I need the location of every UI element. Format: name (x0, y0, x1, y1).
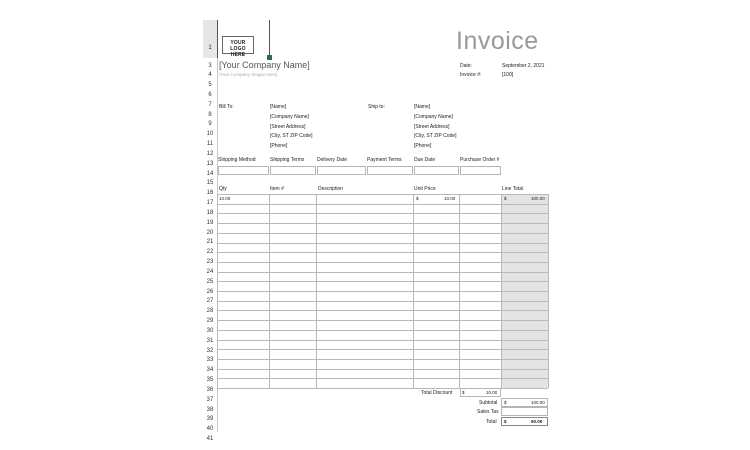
table-row-line (217, 233, 548, 234)
shipping-input[interactable] (317, 166, 366, 175)
invoice-number-value[interactable]: [100] (502, 72, 514, 78)
shipping-header: Delivery Date (317, 157, 348, 163)
first-line-total: 100.00 (531, 196, 545, 201)
table-column-line (413, 194, 414, 388)
ship-to-line[interactable]: [Name] (414, 104, 431, 110)
table-row-line (217, 262, 548, 263)
first-line-total-currency: $ (504, 196, 507, 201)
table-column-line (217, 194, 218, 388)
row-number: 37 (206, 396, 214, 403)
shipping-input[interactable] (414, 166, 459, 175)
row-number: 36 (206, 386, 214, 393)
subtotal-value: 100.00 (531, 400, 545, 405)
first-line-currency: $ (416, 196, 419, 201)
row-number: 22 (206, 249, 214, 256)
table-column-line (459, 194, 460, 388)
shipping-header: Due Date (414, 157, 436, 163)
table-row-line (217, 243, 548, 244)
table-row-line (217, 213, 548, 214)
total-value: 90.00 (531, 419, 543, 424)
table-row-line (217, 330, 548, 331)
row-number: 23 (206, 259, 214, 266)
total-label: Total (486, 419, 497, 425)
table-row-line (217, 281, 548, 282)
row-number: 21 (206, 239, 214, 246)
row-number: 8 (208, 111, 212, 118)
total-currency: $ (504, 419, 507, 424)
date-value[interactable]: September 2, 2021 (502, 63, 545, 69)
first-line-qty[interactable]: 10.00 (219, 196, 231, 201)
row-number: 34 (206, 367, 214, 374)
row-number: 14 (206, 170, 214, 177)
row-number: 41 (206, 436, 214, 443)
shipping-input[interactable] (218, 166, 269, 175)
subtotal-label: Subtotal (479, 400, 498, 406)
shipping-header: Purchase Order # (460, 157, 500, 163)
table-row-line (217, 310, 548, 311)
line-total-header: Line Total (502, 186, 524, 192)
shipping-input[interactable] (367, 166, 413, 175)
row-number: 10 (206, 131, 214, 138)
table-row-line (217, 340, 548, 341)
table-row-line (217, 291, 548, 292)
ship-to-label: Ship to: (368, 104, 385, 110)
invoice-number-label: Invoice #: (460, 72, 482, 78)
row-number: 19 (206, 219, 214, 226)
ship-to-line[interactable]: [City, ST ZIP Code] (414, 133, 457, 140)
row-number: 35 (206, 377, 214, 384)
table-column-line (316, 194, 317, 388)
total-discount-value[interactable]: 10.00 (486, 390, 498, 395)
table-row-line (217, 378, 548, 379)
bill-to-label: Bill To: (219, 104, 234, 110)
row-number: 24 (206, 268, 214, 275)
row-number: 6 (208, 91, 212, 98)
table-row-line (217, 301, 548, 302)
total-discount-label: Total Discount (421, 390, 453, 396)
table-row-line (217, 194, 548, 195)
row-number: 5 (208, 82, 212, 89)
ship-to-line[interactable]: [Phone] (414, 143, 432, 150)
ship-to-line[interactable]: [Street Address] (414, 123, 450, 130)
row-number: 27 (206, 298, 214, 305)
row-number: 13 (206, 160, 214, 167)
row-number: 29 (206, 318, 214, 325)
table-column-line (548, 194, 549, 388)
row-number: 38 (206, 406, 214, 413)
ship-to-line[interactable]: [Company Name] (414, 113, 453, 120)
first-line-unit-price[interactable]: 10.00 (444, 196, 456, 201)
row-number: 12 (206, 150, 214, 157)
row-number: 3 (208, 62, 212, 69)
row-number: 18 (206, 209, 214, 216)
row-number: 20 (206, 229, 214, 236)
shipping-header: Shipping Method (218, 157, 256, 163)
row-number: 9 (208, 121, 212, 128)
table-row-line (217, 272, 548, 273)
row-number: 4 (208, 72, 212, 79)
total-discount-currency: $ (462, 390, 465, 395)
table-row-line (217, 320, 548, 321)
row-number: 32 (206, 347, 214, 354)
company-name[interactable]: [Your Company Name] (219, 60, 310, 70)
row-number: 1 (208, 45, 212, 51)
unit-price-header: Unit Price (414, 186, 436, 192)
bill-to-line[interactable]: [Company Name] (270, 113, 309, 120)
table-row-line (217, 369, 548, 370)
table-row-line (217, 359, 548, 360)
table-row-line (217, 349, 548, 350)
table-row-line (217, 204, 548, 205)
table-row-line (217, 223, 548, 224)
bill-to-line[interactable]: [Name] (270, 104, 287, 110)
bill-to-line[interactable]: [Phone] (270, 143, 288, 150)
row-number: 26 (206, 288, 214, 295)
date-label: Date: (460, 63, 472, 69)
row-number: 40 (206, 426, 214, 433)
row-number: 16 (206, 190, 214, 197)
row-number: 30 (206, 327, 214, 334)
sales-tax-label: Sales Tax (477, 409, 499, 415)
company-slogan[interactable]: [Your Company Slogan Here] (219, 72, 278, 77)
qty-header: Qty (219, 186, 227, 192)
row-number: 28 (206, 308, 214, 315)
subtotal-currency: $ (504, 400, 507, 405)
row-number: 15 (206, 180, 214, 187)
description-header: Description (318, 186, 344, 192)
table-row-line (217, 252, 548, 253)
bill-to-line[interactable]: [Street Address] (270, 123, 306, 130)
shipping-input[interactable] (460, 166, 501, 175)
bill-to-line[interactable]: [City, ST ZIP Code] (270, 133, 313, 140)
sales-tax-field[interactable] (501, 407, 548, 416)
row-number: 39 (206, 416, 214, 423)
row-number: 7 (208, 101, 212, 108)
row-number: 17 (206, 200, 214, 207)
logo-placeholder[interactable]: YOUR LOGO HERE (222, 36, 254, 54)
row-number: 25 (206, 278, 214, 285)
row-number: 11 (206, 141, 214, 148)
table-column-line (501, 194, 502, 388)
invoice-title: Invoice (456, 27, 539, 55)
item-header: Item # (270, 186, 284, 192)
table-column-line (269, 194, 270, 388)
shipping-input[interactable] (270, 166, 316, 175)
shipping-header: Payment Terms (367, 157, 402, 163)
row-number: 31 (206, 337, 214, 344)
shipping-header: Shipping Terms (270, 157, 305, 163)
row-number: 33 (206, 357, 214, 364)
